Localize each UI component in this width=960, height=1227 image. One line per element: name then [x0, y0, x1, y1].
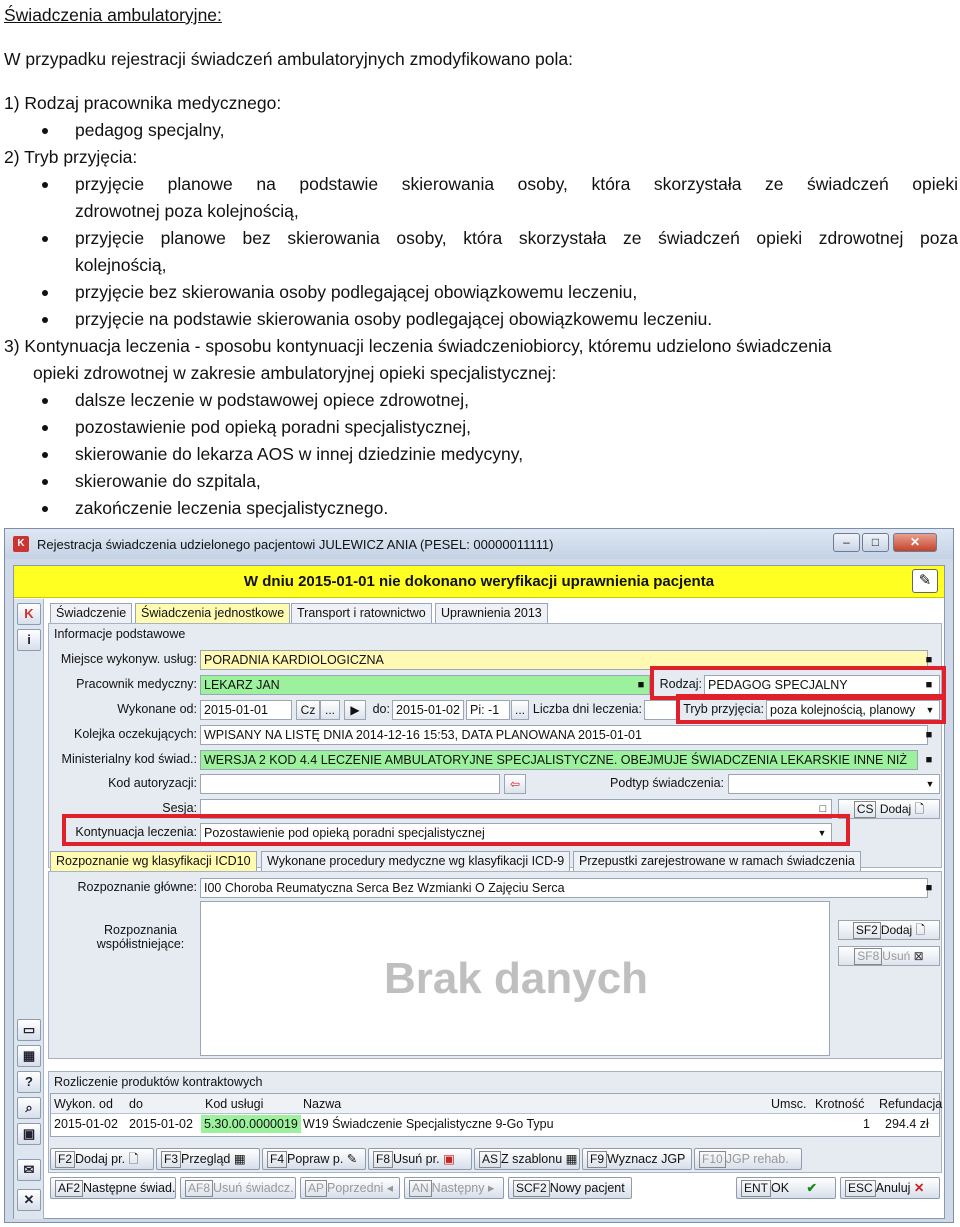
select-square-icon[interactable]: ■ — [925, 754, 933, 766]
f3-label: Przegląd — [181, 1152, 231, 1166]
help-icon[interactable]: ? — [17, 1071, 41, 1093]
list-item: skierowanie do lekarza AOS w innej dziedzinie medycyny, — [75, 444, 524, 464]
af2-key: AF2 — [55, 1180, 83, 1197]
list-item: przyjęcie planowe bez skierowania osoby, która skorzystała ze świadczeń opieki zdrowotnej poza — [75, 228, 958, 248]
empty-placeholder: Brak danych — [383, 954, 649, 1003]
f8-usun-button[interactable] — [368, 1148, 472, 1170]
app-window — [4, 528, 954, 1223]
col-header: Kod usługi — [205, 1097, 264, 1111]
highlight-tryb — [676, 694, 946, 724]
delete-icon: ▣ — [443, 1152, 455, 1166]
ok-button[interactable] — [736, 1177, 836, 1199]
cz-button[interactable]: Cz — [296, 700, 320, 720]
table-cell: 1 — [863, 1117, 870, 1131]
label-rodzaj: Rodzaj: — [659, 677, 702, 691]
f9-wyznacz-button[interactable] — [582, 1148, 692, 1170]
rozpoznanie-glowne-field[interactable]: I00 Choroba Reumatyczna Serca Bez Wzmianki O Zajęciu Serca — [200, 878, 928, 898]
edit-icon: ✎ — [346, 1152, 358, 1166]
af8-key: AF8 — [185, 1180, 213, 1197]
table-cell: 2015-01-02 — [129, 1117, 193, 1131]
photo-icon[interactable]: ▣ — [17, 1123, 41, 1145]
scf2-label: Nowy pacjent — [549, 1181, 625, 1195]
label-miejsce: Miejsce wykonyw. usług: — [60, 652, 197, 666]
minimize-button[interactable]: – — [833, 533, 860, 552]
bullet — [42, 128, 48, 134]
bullet — [42, 479, 48, 485]
label-sesja: Sesja: — [162, 801, 197, 815]
arrow-right-icon: ▸ — [487, 1181, 495, 1195]
f10-label: JGP rehab. — [725, 1152, 789, 1166]
cancel-label: Anuluj — [875, 1181, 911, 1195]
bullet — [42, 425, 48, 431]
select-square-icon[interactable]: ■ — [925, 654, 933, 666]
list-item-cont: zdrowotnej poza kolejnością, — [75, 201, 299, 221]
af8-usun-button[interactable] — [180, 1177, 296, 1199]
label-kod-autoryzacji: Kod autoryzacji: — [108, 776, 197, 790]
sf8-usun-button[interactable] — [838, 946, 940, 966]
list-item: dalsze leczenie w podstawowej opiece zdrowotnej, — [75, 390, 469, 410]
close-form-icon[interactable]: ✕ — [17, 1189, 41, 1211]
scf2-key: SCF2 — [513, 1180, 550, 1197]
scf2-nowy-pacjent-button[interactable] — [508, 1177, 632, 1199]
bullet — [42, 398, 48, 404]
monitor-icon[interactable]: ▭ — [17, 1019, 41, 1041]
label-rozpoznanie-glowne: Rozpoznanie główne: — [77, 880, 197, 894]
delete-icon: ⊠ — [913, 949, 924, 963]
label-podtyp: Podtyp świadczenia: — [610, 776, 724, 790]
label-wspolistniejace-2: współistniejące: — [96, 937, 185, 951]
chevron-down-icon[interactable]: ▼ — [925, 779, 935, 789]
tab-przepustki[interactable]: Przepustki zarejestrowane w ramach świadczenia — [573, 851, 861, 871]
app-logo-icon: K — [13, 536, 29, 552]
tab-icd10[interactable]: Rozpoznanie wg klasyfikacji ICD10 — [50, 851, 257, 871]
f4-key: F4 — [267, 1151, 287, 1168]
af8-label: Usuń świadcz. — [213, 1181, 294, 1195]
podtyp-field[interactable] — [728, 774, 940, 794]
select-square-icon[interactable]: ■ — [637, 679, 645, 691]
an-nastepny-button[interactable] — [404, 1177, 504, 1199]
pi-field[interactable]: Pi: -1 — [466, 700, 510, 720]
col-header: Umsc. — [771, 1097, 807, 1111]
list-item: skierowanie do szpitala, — [75, 471, 261, 491]
bullet — [42, 236, 48, 242]
sf2-key: SF2 — [853, 922, 881, 939]
list-item: pedagog specjalny, — [75, 120, 225, 140]
import-icon[interactable]: ⇦ — [504, 774, 526, 794]
label-tryb: Tryb przyjęcia: — [683, 702, 764, 716]
table-cell: 294.4 zł — [885, 1117, 929, 1131]
info-icon[interactable]: i — [17, 629, 41, 651]
label-pracownik: Pracownik medyczny: — [76, 677, 197, 691]
f3-key: F3 — [161, 1151, 181, 1168]
f4-label: Popraw p. — [287, 1152, 344, 1166]
label-wspolistniejace-1: Rozpoznania — [104, 923, 177, 937]
highlight-kontynuacja — [62, 814, 850, 846]
document-icon: 🗋 — [914, 802, 925, 816]
f2-dodaj-button[interactable] — [50, 1148, 154, 1170]
form-area — [13, 565, 945, 1219]
list-item: przyjęcie bez skierowania osoby podlegającej obowiązkowemu leczeniu, — [75, 282, 638, 302]
products-table — [50, 1093, 943, 1137]
f4-popraw-button[interactable] — [262, 1148, 366, 1170]
section-1-title: 1) Rodzaj pracownika medycznego: — [4, 93, 282, 113]
search-icon[interactable]: ⌕ — [17, 1097, 41, 1119]
tryb-field[interactable]: poza kolejnością, planowy — [766, 700, 940, 720]
bullet — [42, 506, 48, 512]
kod-autoryzacji-field[interactable] — [200, 774, 500, 794]
ministerialny-field[interactable]: WERSJA 2 KOD 4.4 LECZENIE AMBULATORYJNE SPECJALISTYCZNE. OBEJMUJE ŚWIADCZENIA LEKARSKIE INNE NIŻ — [200, 750, 918, 770]
section-title: Informacje podstawowe — [54, 627, 186, 641]
select-square-icon[interactable]: ■ — [925, 882, 933, 894]
ap-key: AP — [305, 1180, 327, 1197]
calculator-icon[interactable]: ▦ — [17, 1045, 41, 1067]
f9-label: Wyznacz JGP — [607, 1152, 686, 1166]
cs-dodaj-button[interactable] — [838, 799, 940, 819]
f3-przeglad-button[interactable] — [156, 1148, 260, 1170]
grid-icon: ▦ — [565, 1152, 578, 1166]
arrow-left-icon: ◂ — [386, 1181, 394, 1195]
ellipsis-button[interactable]: ... — [320, 700, 340, 720]
liczba-dni-field[interactable] — [644, 700, 680, 720]
af2-label: Następne świad. — [83, 1181, 176, 1195]
f10-jgp-button[interactable] — [694, 1148, 802, 1170]
f10-key: F10 — [699, 1151, 726, 1168]
af2-nastepne-button[interactable] — [50, 1177, 176, 1199]
list-item: przyjęcie planowe na podstawie skierowania osoby, która skorzystała ze świadczeń opieki — [75, 174, 958, 194]
as-szablon-button[interactable] — [474, 1148, 580, 1170]
label-wykonane-od: Wykonane od: — [117, 702, 197, 716]
f2-label: Dodaj pr. — [75, 1152, 126, 1166]
col-header: Wykon. od — [54, 1097, 113, 1111]
tab-swiadczenie[interactable]: Świadczenie — [50, 603, 132, 623]
rodzaj-field[interactable]: PEDAGOG SPECJALNY — [704, 675, 940, 695]
pracownik-field[interactable]: LEKARZ JAN — [200, 675, 650, 695]
list-item: pozostawienie pod opieką poradni specjalistycznej, — [75, 417, 471, 437]
bullet — [42, 317, 48, 323]
bullet — [42, 452, 48, 458]
label-ministerialny: Ministerialny kod świad.: — [61, 752, 197, 766]
document-icon: 🗋 — [128, 1152, 139, 1166]
document-text — [0, 0, 960, 530]
tab-transport[interactable]: Transport i ratownictwo — [291, 603, 432, 623]
section-3-title-cont: opieki zdrowotnej w zakresie ambulatoryjnej opieki specjalistycznej: — [33, 363, 557, 383]
tab-icd9[interactable]: Wykonane procedury medyczne wg klasyfikacji ICD-9 — [261, 851, 570, 871]
check-icon: ✔ — [806, 1181, 818, 1195]
cancel-button[interactable] — [840, 1177, 940, 1199]
label-kontynuacja: Kontynuacja leczenia: — [75, 825, 197, 839]
list-item: zakończenie leczenia specjalistycznego. — [75, 498, 389, 518]
section-title: Rozliczenie produktów kontraktowych — [54, 1075, 263, 1089]
f9-key: F9 — [587, 1151, 607, 1168]
bullet — [42, 290, 48, 296]
col-header: Refundacja — [879, 1097, 943, 1111]
ap-poprzedni-button[interactable] — [300, 1177, 400, 1199]
section-2-title: 2) Tryb przyjęcia: — [4, 147, 138, 167]
ok-label: OK — [771, 1181, 790, 1195]
banner-text: W dniu 2015-01-01 nie dokonano weryfikacji uprawnienia pacjenta — [243, 573, 715, 590]
sf2-label: Dodaj — [880, 923, 913, 937]
mail-icon[interactable]: ✉ — [17, 1159, 41, 1181]
warning-banner — [14, 566, 944, 598]
chevron-down-icon[interactable]: ▼ — [925, 705, 935, 715]
list-item-cont: kolejnością, — [75, 255, 167, 275]
miejsce-field[interactable]: PORADNIA KARDIOLOGICZNA — [200, 650, 928, 670]
table-cell: 5.30.00.0000019 — [201, 1115, 301, 1133]
section-3-title: 3) Kontynuacja leczenia - sposobu kontynuacji leczenia świadczeniobiorcy, któremu udzielono świadczenia — [4, 336, 832, 356]
f2-key: F2 — [55, 1151, 75, 1168]
an-key: AN — [409, 1180, 432, 1197]
chevron-down-icon[interactable]: ▼ — [817, 828, 827, 838]
col-header: Krotność — [815, 1097, 865, 1111]
table-cell: W19 Świadczenie Specjalistyczne 9-Go Typu — [303, 1117, 554, 1131]
table-cell: 2015-01-02 — [54, 1117, 118, 1131]
heading: Świadczenia ambulatoryjne: — [4, 5, 222, 25]
f8-label: Usuń pr. — [393, 1152, 440, 1166]
kolejka-field[interactable]: WPISANY NA LISTĘ DNIA 2014-12-16 15:53, DATA PLANOWANA 2015-01-01 — [200, 725, 928, 745]
sf8-label: Usuń — [882, 949, 911, 963]
title-bar — [5, 529, 953, 559]
app-logo-button[interactable]: K — [17, 603, 41, 625]
esc-key: ESC — [845, 1180, 876, 1197]
cs-key: CS — [854, 801, 877, 818]
table-row[interactable] — [51, 1114, 939, 1136]
document-icon: 🗋 — [915, 923, 926, 937]
empty-square-icon[interactable]: □ — [819, 803, 827, 815]
tab-uprawnienia[interactable]: Uprawnienia 2013 — [435, 603, 548, 623]
cs-dodaj-label: Dodaj — [879, 802, 912, 816]
col-header: do — [129, 1097, 143, 1111]
intro: W przypadku rejestracji świadczeń ambulatoryjnych zmodyfikowano pola: — [4, 49, 573, 69]
as-label: Z szablonu — [501, 1152, 563, 1166]
sf8-key: SF8 — [854, 948, 882, 965]
col-header: Nazwa — [303, 1097, 342, 1111]
f8-key: F8 — [373, 1151, 393, 1168]
ent-key: ENT — [741, 1180, 771, 1197]
tab-swiadczenia-jednostkowe[interactable]: Świadczenia jednostkowe — [135, 603, 290, 623]
as-key: AS — [479, 1151, 501, 1168]
grid-icon: ▦ — [233, 1152, 246, 1166]
maximize-button[interactable]: □ — [862, 533, 889, 552]
sf2-dodaj-button[interactable] — [838, 920, 940, 940]
close-button[interactable]: ✕ — [893, 533, 937, 552]
edit-icon[interactable]: ✎ — [912, 569, 938, 593]
wykonane-od-field[interactable]: 2015-01-01 — [200, 700, 292, 720]
kontynuacja-field[interactable]: Pozostawienie pod opieką poradni specjalistycznej — [200, 823, 832, 843]
window-title: Rejestracja świadczenia udzielonego pacjentowi JULEWICZ ANIA (PESEL: 00000011111) — [37, 537, 554, 552]
an-label: Następny — [431, 1181, 485, 1195]
close-icon: ✕ — [913, 1181, 925, 1195]
ap-label: Poprzedni — [327, 1181, 384, 1195]
label-liczba-dni: Liczba dni leczenia: — [532, 702, 642, 716]
ellipsis-button[interactable]: ... — [511, 700, 529, 720]
label-kolejka: Kolejka oczekujących: — [74, 727, 197, 741]
do-field[interactable]: 2015-01-02 — [392, 700, 464, 720]
label-do: do: — [372, 702, 390, 716]
select-square-icon[interactable]: ■ — [925, 679, 933, 691]
wspolistniejace-list[interactable] — [200, 901, 830, 1056]
play-icon[interactable]: ▶ — [344, 700, 366, 720]
bullet — [42, 182, 48, 188]
select-square-icon[interactable]: ■ — [925, 729, 933, 741]
left-toolbar — [14, 599, 44, 1219]
list-item: przyjęcie na podstawie skierowania osoby podlegającej obowiązkowemu leczeniu. — [75, 309, 713, 329]
